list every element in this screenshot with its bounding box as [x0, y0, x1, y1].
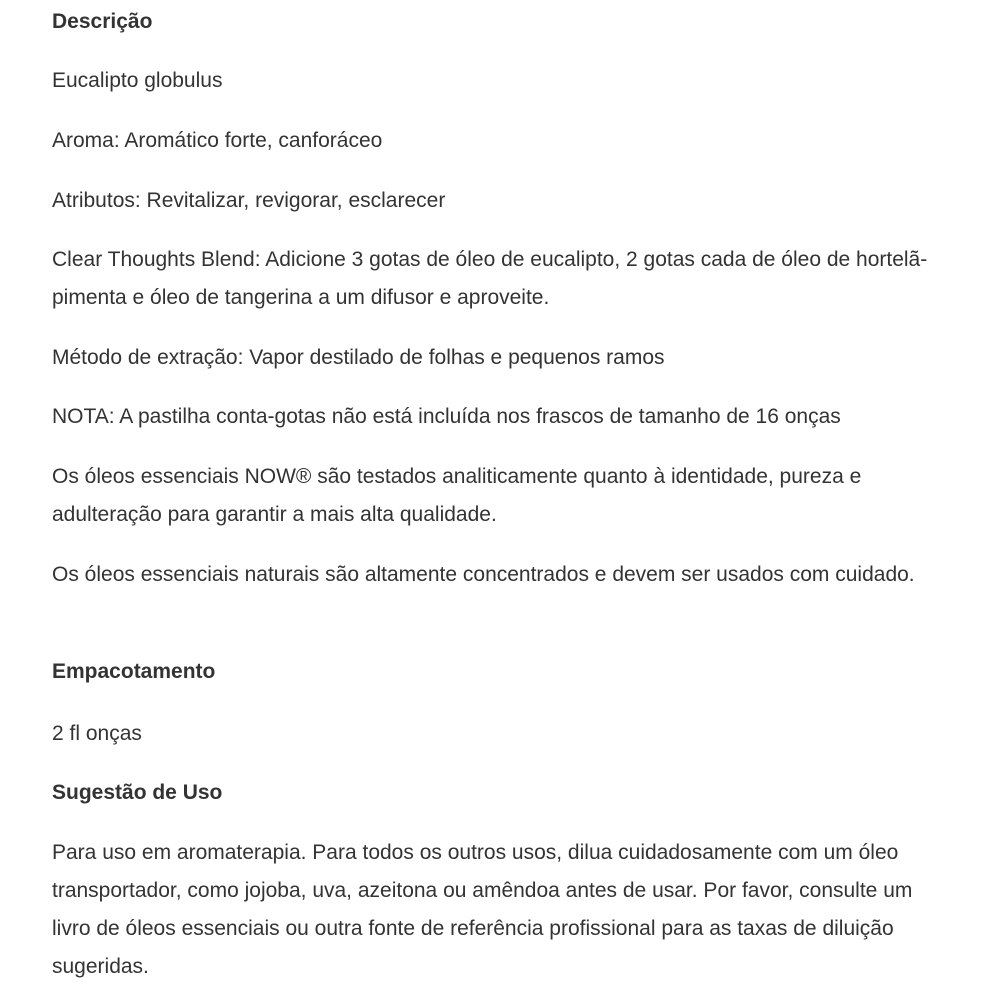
paragraph-note: NOTA: A pastilha conta-gotas não está incluída nos frascos de tamanho de 16 onças — [52, 405, 841, 428]
heading-empacotamento: Empacotamento — [52, 660, 216, 683]
paragraph-blend: Clear Thoughts Blend: Adicione 3 gotas de óleo de eucalipto, 2 gotas cada de óleo de hortelã-pimenta e óleo de tangerina a um difusor e aproveite. — [52, 248, 928, 309]
paragraph-usage: Para uso em aromaterapia. Para todos os outros usos, dilua cuidadosamente com um óleo transportador, como jojoba, uva, azeitona ou amêndoa antes de usar. Por favor, consulte um livro de óleos essenciais ou outra fonte de referência profissional para as taxas de diluição sugeridas. — [52, 841, 913, 978]
paragraph-attributes: Atributos: Revitalizar, revigorar, esclarecer — [52, 189, 446, 212]
paragraph-aroma: Aroma: Aromático forte, canforáceo — [52, 129, 383, 152]
heading-sugestao: Sugestão de Uso — [52, 781, 223, 804]
paragraph-caution: Os óleos essenciais naturais são altamente concentrados e devem ser usados com cuidado. — [52, 563, 915, 586]
paragraph-extraction: Método de extração: Vapor destilado de folhas e pequenos ramos — [52, 346, 665, 369]
paragraph-species: Eucalipto globulus — [52, 69, 223, 92]
paragraph-size: 2 fl onças — [52, 722, 142, 745]
paragraph-quality: Os óleos essenciais NOW® são testados analiticamente quanto à identidade, pureza e adulteração para garantir a mais alta qualidade. — [52, 465, 862, 526]
heading-descricao: Descrição — [52, 10, 153, 33]
